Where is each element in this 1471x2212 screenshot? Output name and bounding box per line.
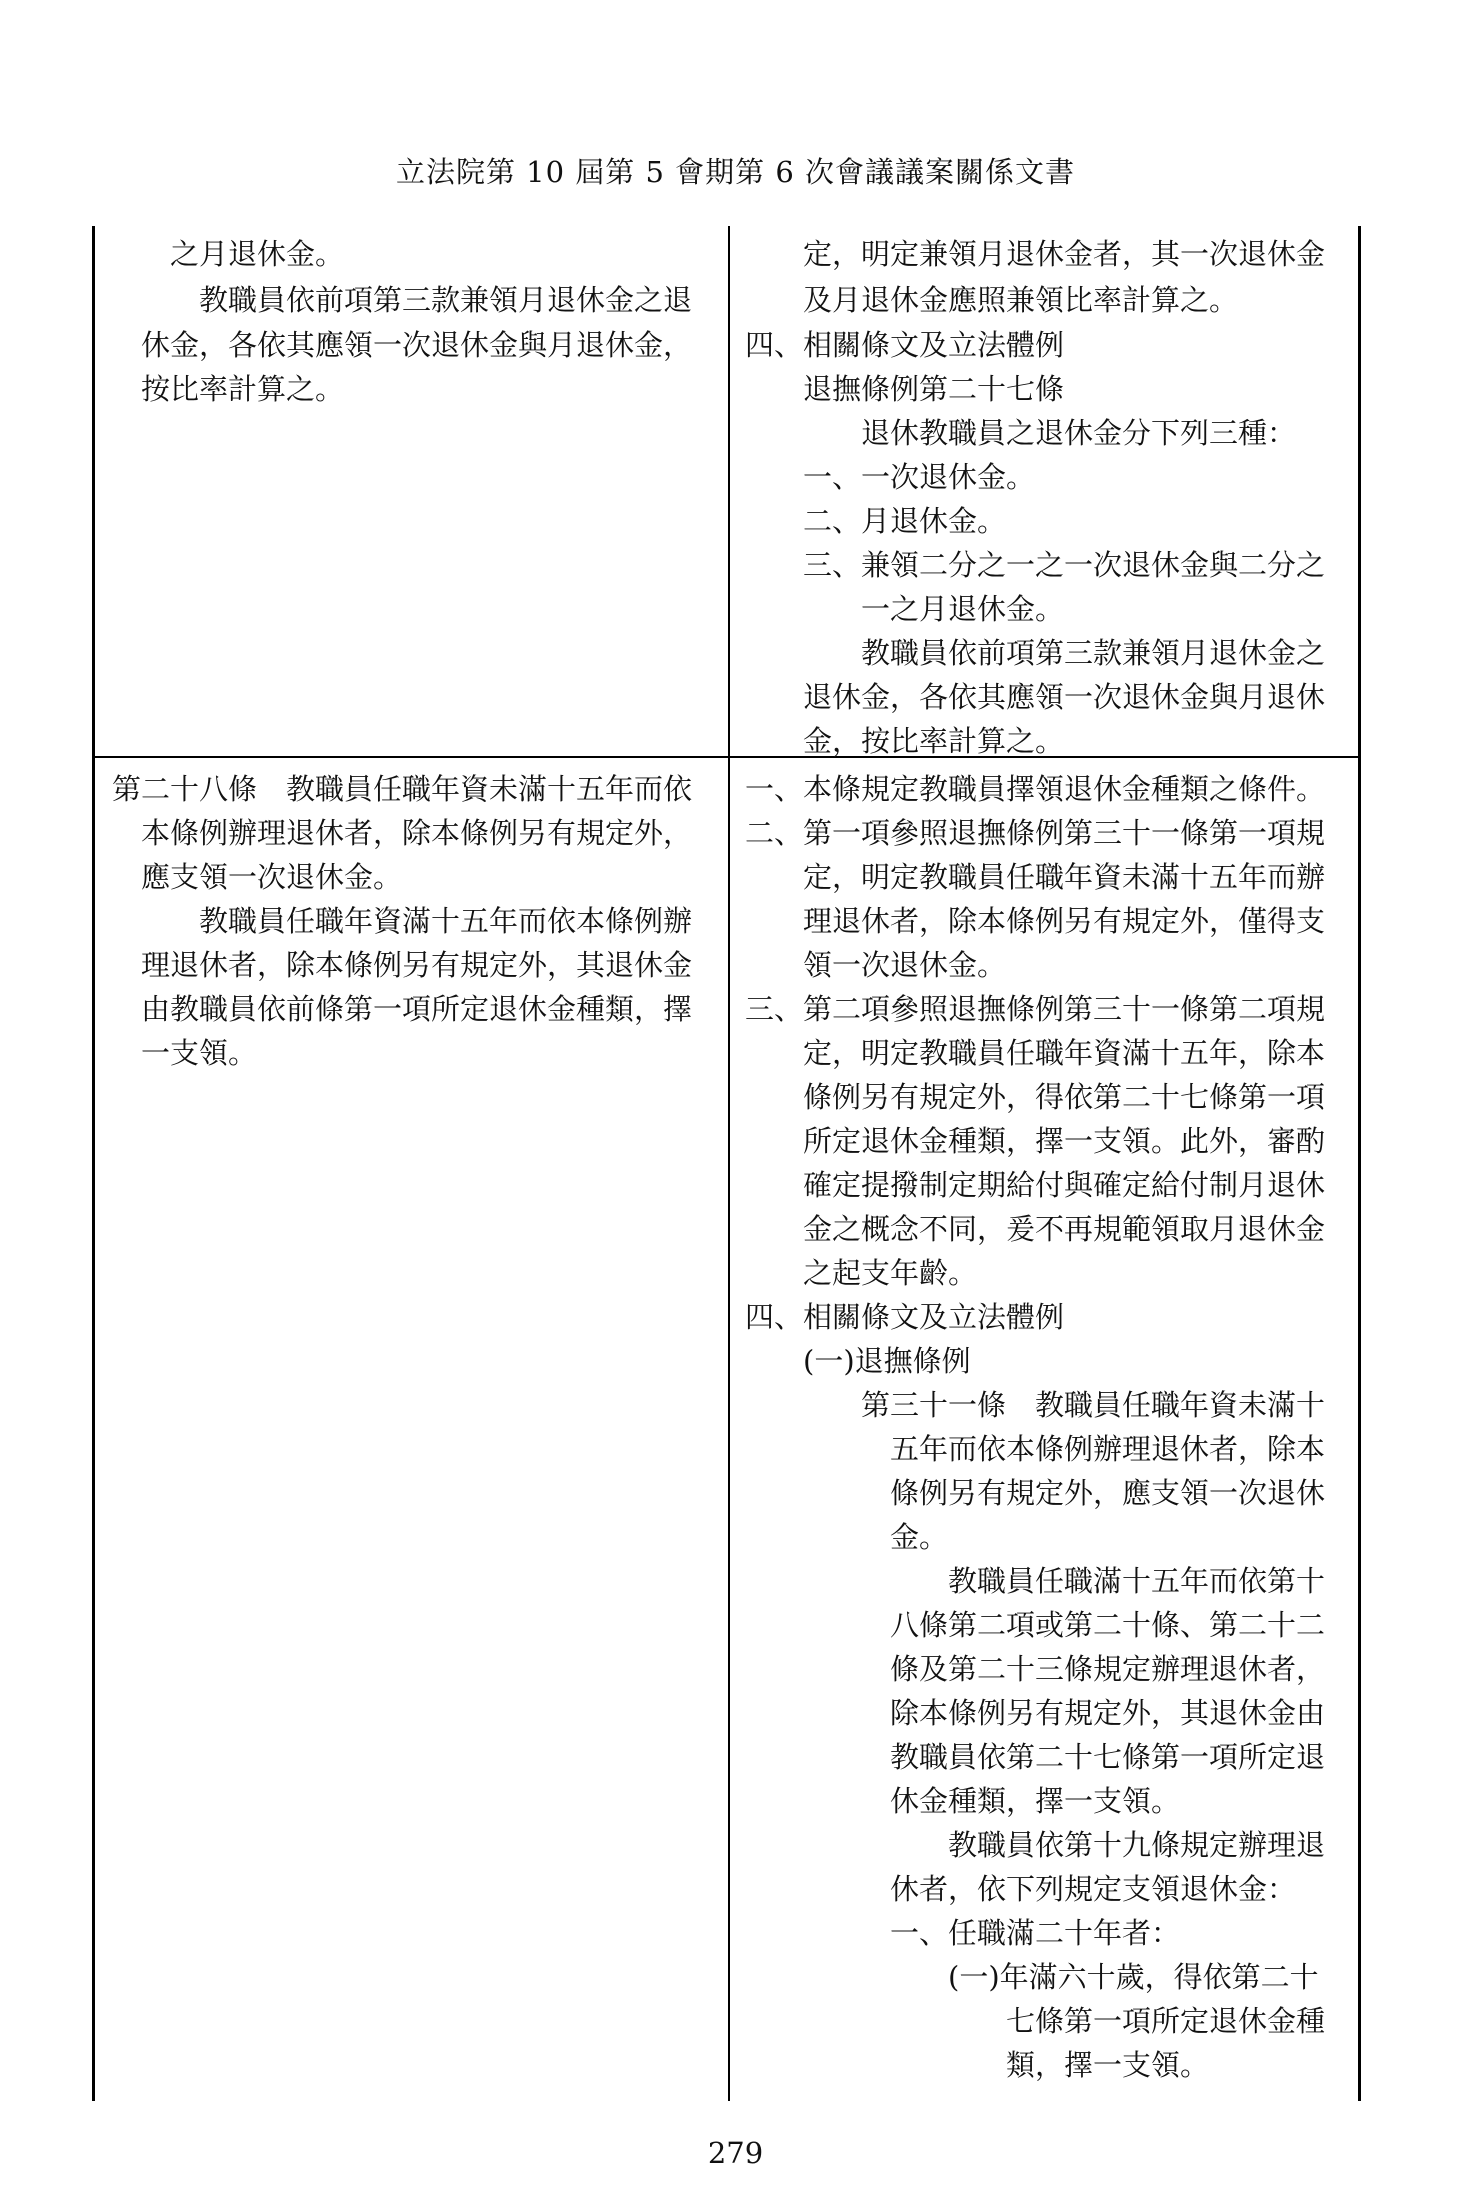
text-line: 五年而依本條例辦理退休者，除本 (890, 1432, 1326, 1466)
text-line: 休金種類，擇一支領。 (890, 1784, 1181, 1818)
text-line: 四、相關條文及立法體例 (745, 328, 1065, 362)
text-line: 休金，各依其應領一次退休金與月退休金， (141, 328, 693, 362)
text-line: 教職員任職滿十五年而依第十 (948, 1564, 1326, 1598)
text-line: 休者，依下列規定支領退休金： (890, 1872, 1297, 1906)
text-line: 四、相關條文及立法體例 (745, 1300, 1065, 1334)
text-line: 退撫條例第二十七條 (803, 372, 1065, 406)
text-line: 教職員依第十九條規定辦理退 (948, 1828, 1326, 1862)
text-line: 三、兼領二分之一之一次退休金與二分之 (803, 548, 1326, 582)
text-line: 除本條例另有規定外，其退休金由 (890, 1696, 1326, 1730)
text-line: 金，按比率計算之。 (803, 724, 1065, 758)
text-line: 及月退休金應照兼領比率計算之。 (803, 283, 1239, 317)
text-line: 教職員任職年資滿十五年而依本條例辦 (199, 904, 693, 938)
text-line: 一支領。 (141, 1036, 258, 1070)
text-line: 之月退休金。 (170, 237, 345, 271)
document-header: 立法院第 10 屆第 5 會期第 6 次會議議案關係文書 (395, 155, 1076, 189)
text-line: 所定退休金種類，擇一支領。此外，審酌 (803, 1124, 1326, 1158)
text-line: 理退休者，除本條例另有規定外，僅得支 (803, 904, 1326, 938)
text-line: 本條例辦理退休者，除本條例另有規定外， (141, 816, 693, 850)
text-line: 教職員依前項第三款兼領月退休金之 (861, 636, 1326, 670)
text-line: 金。 (890, 1520, 949, 1554)
text-line: 二、第一項參照退撫條例第三十一條第一項規 (745, 816, 1326, 850)
text-line: 一、本條規定教職員擇領退休金種類之條件。 (745, 772, 1326, 806)
text-line: (一)年滿六十歲，得依第二十 (948, 1960, 1319, 1994)
text-line: 一、一次退休金。 (803, 460, 1036, 494)
text-line: 金之概念不同，爰不再規範領取月退休金 (803, 1212, 1326, 1246)
text-line: 一、任職滿二十年者： (890, 1916, 1181, 1950)
text-line: 退休教職員之退休金分下列三種： (861, 416, 1297, 450)
text-line: 應支領一次退休金。 (141, 860, 403, 894)
text-line: 八條第二項或第二十條、第二十二 (890, 1608, 1326, 1642)
text-line: 第二十八條 教職員任職年資未滿十五年而依 (112, 772, 693, 806)
text-line: 條例另有規定外，應支領一次退休 (890, 1476, 1326, 1510)
text-line: 退休金，各依其應領一次退休金與月退休 (803, 680, 1326, 714)
text-line: 一之月退休金。 (861, 592, 1065, 626)
text-line: 之起支年齡。 (803, 1256, 978, 1290)
text-line: 由教職員依前條第一項所定退休金種類，擇 (141, 992, 693, 1026)
row-divider (92, 756, 1361, 758)
text-line: 教職員依第二十七條第一項所定退 (890, 1740, 1326, 1774)
page-number: 279 (707, 2136, 764, 2170)
text-line: 定，明定教職員任職年資滿十五年，除本 (803, 1036, 1326, 1070)
text-line: 七條第一項所定退休金種 (1006, 2004, 1326, 2038)
text-line: 理退休者，除本條例另有規定外，其退休金 (141, 948, 693, 982)
text-line: 確定提撥制定期給付與確定給付制月退休 (803, 1168, 1326, 1202)
text-line: 教職員依前項第三款兼領月退休金之退 (199, 283, 693, 317)
text-line: 條例另有規定外，得依第二十七條第一項 (803, 1080, 1326, 1114)
text-line: 三、第二項參照退撫條例第三十一條第二項規 (745, 992, 1326, 1026)
table-left-border (92, 226, 95, 2101)
table-right-border (1358, 226, 1361, 2101)
text-line: 定，明定教職員任職年資未滿十五年而辦 (803, 860, 1326, 894)
text-line: 第三十一條 教職員任職年資未滿十 (861, 1388, 1326, 1422)
text-line: 二、月退休金。 (803, 504, 1007, 538)
text-line: 按比率計算之。 (141, 372, 345, 406)
text-line: (一)退撫條例 (803, 1344, 971, 1378)
table-center-divider (728, 226, 730, 2101)
text-line: 定，明定兼領月退休金者，其一次退休金 (803, 237, 1326, 271)
text-line: 領一次退休金。 (803, 948, 1007, 982)
text-line: 條及第二十三條規定辦理退休者， (890, 1652, 1326, 1686)
text-line: 類，擇一支領。 (1006, 2048, 1210, 2082)
